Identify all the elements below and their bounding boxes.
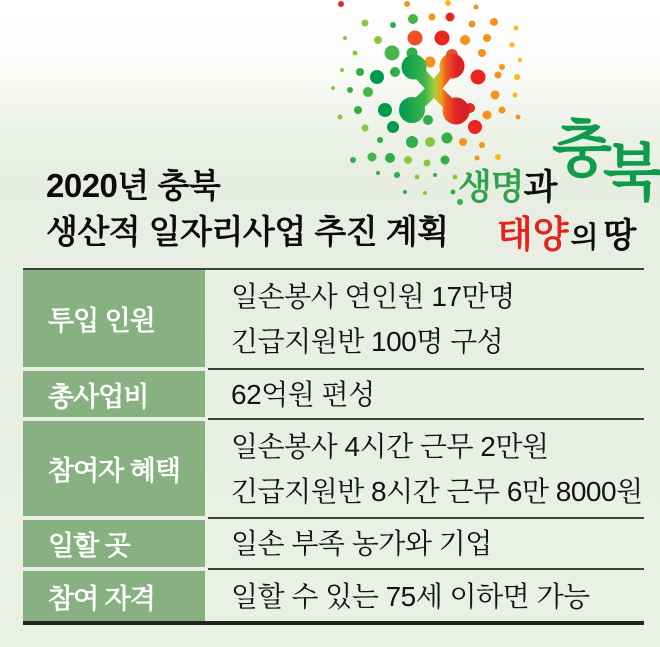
logo-dot bbox=[406, 136, 418, 148]
page-title bbox=[46, 163, 449, 255]
brand-char-chung: 충 bbox=[552, 115, 608, 184]
brand-word-land: 땅 bbox=[603, 217, 637, 255]
content-line: 62억원 편성 bbox=[231, 378, 375, 410]
logo-dot bbox=[387, 121, 399, 133]
row-label: 총사업비 bbox=[23, 371, 205, 417]
logo-dot bbox=[338, 1, 344, 7]
content-line: 일손봉사 4시간 근무 2만원 bbox=[231, 430, 549, 462]
brand-word-sun: 태양 bbox=[497, 214, 569, 255]
logo-dot bbox=[459, 138, 467, 146]
title-line1: 2020년 충북 bbox=[46, 167, 221, 204]
brand-char-buk: 북 bbox=[602, 139, 659, 208]
logo-dot bbox=[338, 115, 343, 120]
logo-dot bbox=[385, 46, 400, 61]
logo-dot bbox=[460, 35, 470, 45]
logo-dot bbox=[331, 86, 335, 90]
logo-dot bbox=[453, 175, 458, 180]
logo-dot bbox=[491, 91, 500, 100]
row-label: 참여자 혜택 bbox=[23, 421, 205, 516]
row-label: 일할 곳 bbox=[23, 520, 205, 567]
table-row bbox=[23, 520, 644, 567]
table-row bbox=[23, 571, 644, 621]
logo-dot bbox=[483, 111, 492, 120]
logo-dot bbox=[404, 1, 410, 7]
logo-dot bbox=[374, 36, 382, 44]
logo-dot bbox=[354, 106, 362, 114]
logo-dot bbox=[499, 107, 506, 114]
logo-dot bbox=[362, 20, 369, 27]
logo-dot bbox=[499, 64, 505, 70]
logo-dot bbox=[446, 13, 455, 22]
logo-dot bbox=[408, 14, 418, 24]
logo-dot bbox=[353, 51, 358, 56]
brand-slogan-line2 bbox=[497, 204, 636, 258]
row-separator bbox=[23, 567, 644, 571]
logo-dot bbox=[478, 49, 486, 57]
logo-dot bbox=[495, 72, 502, 79]
logo-dot bbox=[445, 0, 451, 6]
logo-dot bbox=[385, 153, 395, 163]
logo-dot bbox=[356, 68, 364, 76]
logo-dot bbox=[363, 87, 373, 97]
logo-dot bbox=[408, 31, 423, 46]
brand-chungbuk-wordmark bbox=[552, 115, 660, 208]
content-line: 일손 부족 농가와 기업 bbox=[231, 528, 492, 559]
table-row bbox=[23, 421, 644, 516]
logo-dot bbox=[490, 18, 498, 26]
logo-dot bbox=[514, 26, 519, 31]
logo-dot bbox=[425, 137, 435, 147]
logo-dot bbox=[469, 21, 476, 28]
row-content bbox=[208, 371, 644, 417]
logo-dot bbox=[340, 68, 344, 72]
logo-dot bbox=[510, 43, 515, 48]
logo-dot bbox=[370, 70, 384, 84]
row-label: 참여 자격 bbox=[23, 571, 205, 621]
row-content bbox=[208, 571, 644, 621]
logo-dot bbox=[516, 115, 521, 120]
row-separator bbox=[23, 417, 644, 421]
row-separator bbox=[23, 516, 644, 520]
logo-dot bbox=[362, 125, 369, 132]
table-row bbox=[23, 371, 644, 417]
logo-dot bbox=[435, 31, 450, 46]
logo-dot bbox=[429, 14, 436, 21]
logo-dot bbox=[471, 70, 486, 85]
row-content bbox=[208, 520, 644, 567]
row-content bbox=[208, 270, 644, 367]
logo-dot bbox=[518, 58, 522, 62]
logo-dot bbox=[468, 120, 482, 134]
logo-dot bbox=[347, 87, 353, 93]
logo-dot bbox=[390, 67, 400, 77]
table-rows bbox=[23, 270, 644, 621]
row-label: 투입 인원 bbox=[23, 270, 205, 367]
logo-dot bbox=[483, 34, 491, 42]
logo-dot bbox=[479, 142, 485, 148]
logo-dot bbox=[390, 22, 396, 28]
logo-dot bbox=[474, 5, 479, 10]
logo-dot bbox=[343, 36, 347, 40]
content-line: 긴급지원반 100명 구성 bbox=[231, 325, 504, 357]
table-bottom-border bbox=[23, 621, 644, 625]
brand-word-of: 의 bbox=[570, 222, 599, 254]
logo-dot bbox=[514, 74, 520, 80]
content-line: 일할 수 있는 75세 이하면 가능 bbox=[231, 580, 590, 612]
row-separator bbox=[23, 367, 644, 371]
logo-dot bbox=[513, 93, 518, 98]
logo-dot bbox=[442, 133, 453, 144]
brand-word-life: 생명 bbox=[458, 168, 524, 207]
content-line: 긴급지원반 8시간 근무 6만 8000원 bbox=[231, 475, 643, 507]
logo-dot bbox=[378, 103, 392, 117]
logo-dot bbox=[451, 190, 456, 195]
content-line: 일손봉사 연인원 17만명 bbox=[231, 280, 515, 312]
logo-dot bbox=[423, 115, 433, 125]
title-line2: 생산적 일자리사업 추진 계획 bbox=[46, 213, 449, 250]
logo-dot bbox=[377, 137, 383, 143]
brand-word-and: 과 bbox=[523, 168, 557, 207]
logo-dot bbox=[368, 153, 377, 162]
plan-table bbox=[23, 268, 644, 625]
table-row bbox=[23, 270, 644, 367]
brand-slogan-line1 bbox=[458, 160, 556, 210]
row-content bbox=[208, 421, 644, 516]
